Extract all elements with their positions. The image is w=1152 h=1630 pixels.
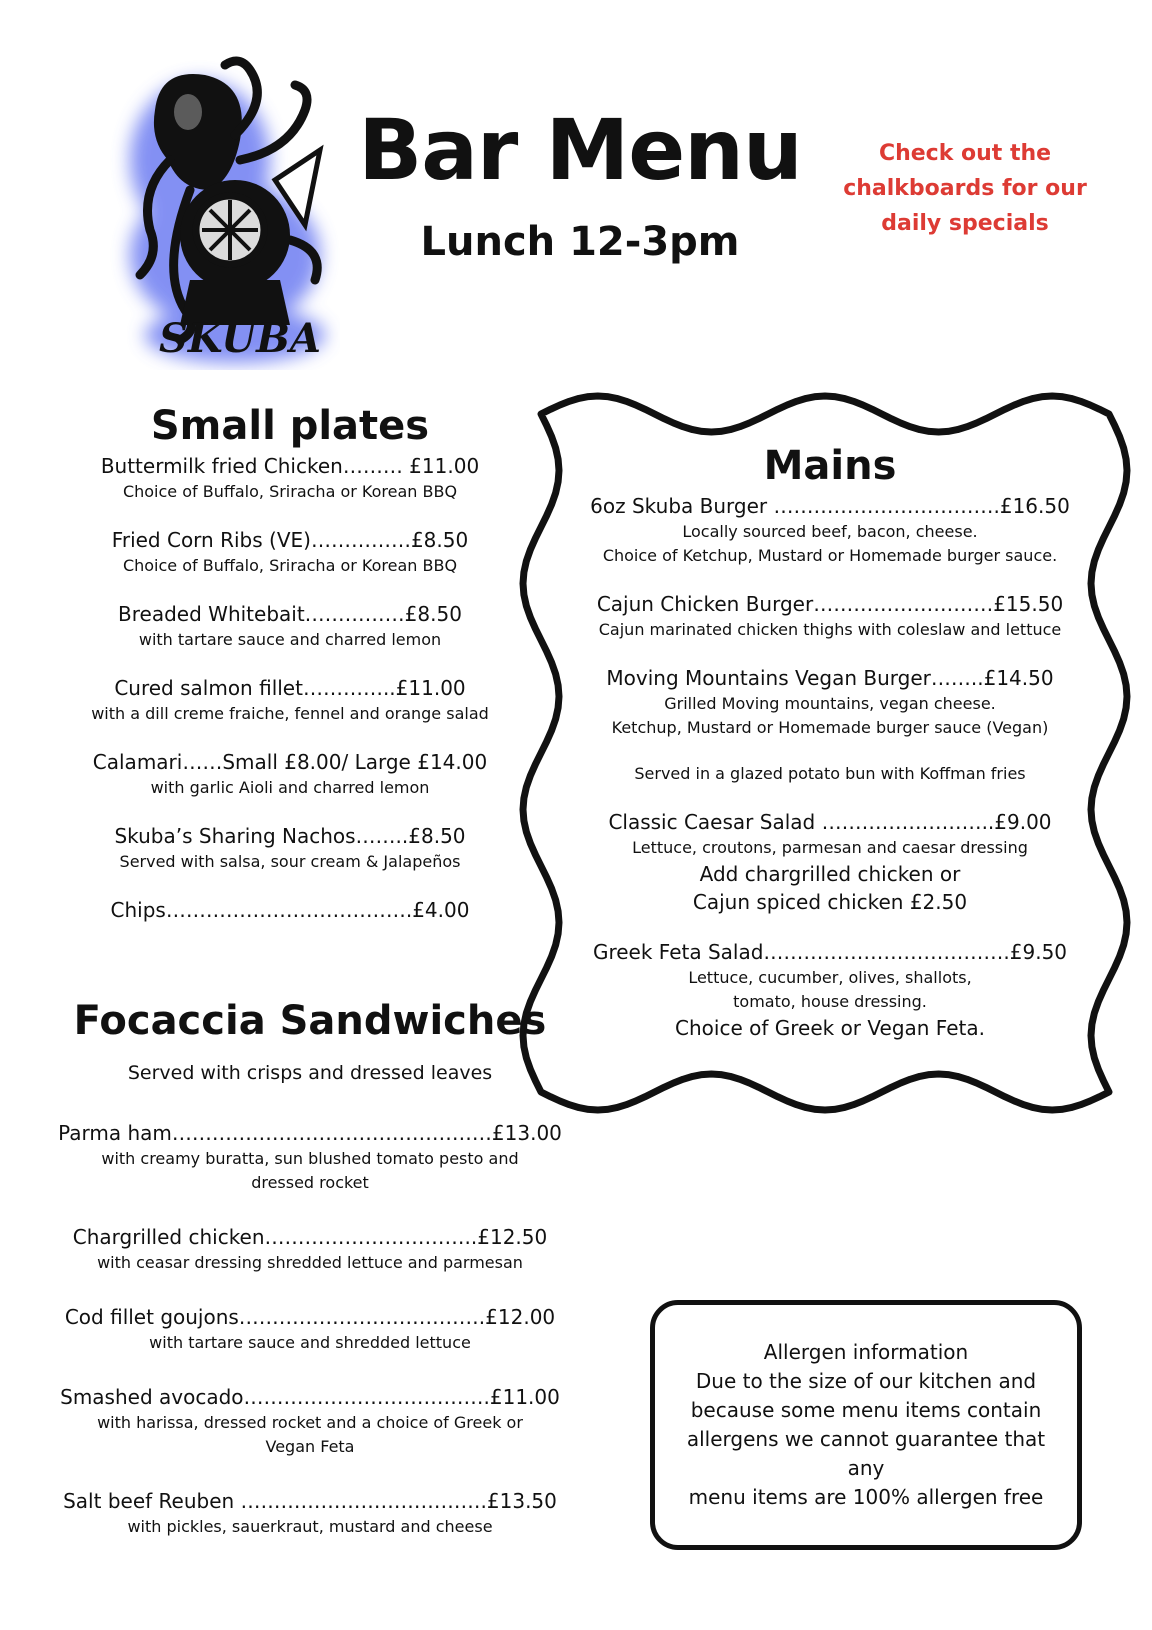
allergen-line: Allergen information: [763, 1340, 969, 1364]
menu-item-description: Vegan Feta: [265, 1437, 355, 1456]
small-plates-title: Small plates: [150, 403, 430, 449]
menu-item: [560, 938, 1100, 1042]
menu-item-name: Cod fillet goujons……………………………….£12.00: [64, 1305, 556, 1329]
menu-item-name: Buttermilk fried Chicken……… £11.00: [100, 454, 480, 478]
menu-item: [560, 808, 1100, 916]
menu-item-description: with tartare sauce and charred lemon: [138, 630, 442, 649]
menu-item-name: Calamari……Small £8.00/ Large £14.00: [92, 750, 488, 774]
menu-item-name: Greek Feta Salad……………………………….£9.50: [592, 940, 1068, 964]
menu-item-description: Choice of Buffalo, Sriracha or Korean BBQ: [122, 556, 458, 575]
menu-item: [40, 748, 540, 800]
small-plates-section: [40, 400, 540, 946]
allergen-line: Due to the size of our kitchen and: [695, 1369, 1037, 1393]
focaccia-subtitle: Served with crisps and dressed leaves: [127, 1062, 493, 1084]
menu-item-description: with creamy buratta, sun blushed tomato pesto and: [101, 1149, 519, 1168]
menu-item-name: Smashed avocado……………………………….£11.00: [60, 1385, 560, 1409]
menu-item-description: Lettuce, croutons, parmesan and caesar dressing: [632, 838, 1028, 857]
menu-item-description: dressed rocket: [251, 1173, 369, 1192]
menu-item-description: with garlic Aioli and charred lemon: [150, 778, 430, 797]
menu-item-name: Cajun Chicken Burger………………………£15.50: [596, 592, 1064, 616]
allergen-info-box: [650, 1300, 1082, 1550]
menu-item: [560, 762, 1100, 786]
allergen-line: allergens we cannot guarantee that any: [686, 1427, 1046, 1480]
menu-item: [560, 492, 1100, 568]
menu-item-description: Served in a glazed potato bun with Koffman fries: [634, 764, 1026, 783]
menu-item-description: tomato, house dressing.: [733, 992, 927, 1011]
specials-line: chalkboards for our: [843, 176, 1087, 201]
mains-section: [560, 440, 1100, 1064]
menu-item-name: Fried Corn Ribs (VE)……………£8.50: [111, 528, 469, 552]
specials-line: daily specials: [881, 211, 1049, 236]
menu-item-description: Locally sourced beef, bacon, cheese.: [682, 522, 978, 541]
menu-item: [40, 1303, 580, 1355]
menu-item-description: Cajun marinated chicken thighs with coleslaw and lettuce: [598, 620, 1062, 639]
menu-item-addon: Add chargrilled chicken or: [699, 862, 961, 886]
mains-title: Mains: [763, 443, 897, 489]
menu-item-name: Breaded Whitebait……………£8.50: [118, 602, 462, 626]
menu-item: [40, 896, 540, 924]
menu-item-description: Choice of Ketchup, Mustard or Homemade burger sauce.: [602, 546, 1058, 565]
menu-item: [40, 600, 540, 652]
menu-title: Bar Menu: [358, 101, 802, 199]
menu-item-addon: Cajun spiced chicken £2.50: [692, 890, 968, 914]
menu-item-name: Chips……………………………….£4.00: [110, 898, 470, 922]
menu-item: [40, 1487, 580, 1539]
allergen-line: because some menu items contain: [690, 1398, 1042, 1422]
specials-line: Check out the: [878, 141, 1052, 166]
menu-item-name: Chargrilled chicken…………………………..£12.50: [72, 1225, 548, 1249]
menu-item: [40, 1119, 580, 1195]
menu-item-description: Ketchup, Mustard or Homemade burger sauce (Vegan): [611, 718, 1049, 737]
menu-item: [40, 452, 540, 504]
menu-item-name: Skuba’s Sharing Nachos……..£8.50: [114, 824, 466, 848]
skuba-octopus-logo: [100, 40, 340, 370]
menu-item-description: Served with salsa, sour cream & Jalapeños: [119, 852, 461, 871]
menu-item-name: 6oz Skuba Burger …………………………….£16.50: [590, 494, 1070, 518]
daily-specials-note: [840, 136, 1090, 241]
menu-item-name: Cured salmon fillet…………..£11.00: [114, 676, 466, 700]
menu-item: [40, 674, 540, 726]
menu-item: [40, 1223, 580, 1275]
menu-item-name: Salt beef Reuben ……………………………….£13.50: [63, 1489, 557, 1513]
menu-item-description: Grilled Moving mountains, vegan cheese.: [664, 694, 996, 713]
menu-item-name: Moving Mountains Vegan Burger……..£14.50: [606, 666, 1054, 690]
menu-item-name: Classic Caesar Salad ……………………..£9.00: [608, 810, 1052, 834]
focaccia-section: [40, 995, 580, 1567]
menu-item: [560, 590, 1100, 642]
menu-item-description: with pickles, sauerkraut, mustard and cheese: [127, 1517, 493, 1536]
lunch-hours: Lunch 12-3pm: [420, 219, 740, 265]
menu-item: [40, 526, 540, 578]
focaccia-title: Focaccia Sandwiches: [73, 998, 547, 1044]
menu-item: [40, 822, 540, 874]
allergen-line: menu items are 100% allergen free: [688, 1485, 1044, 1509]
menu-item: [560, 664, 1100, 740]
logo-text: SKUBA: [159, 315, 321, 362]
menu-item-description: Choice of Buffalo, Sriracha or Korean BBQ: [122, 482, 458, 501]
menu-item-name: Parma ham…………………………………………£13.00: [58, 1121, 562, 1145]
menu-item: [40, 1383, 580, 1459]
menu-item-description: with ceasar dressing shredded lettuce and parmesan: [97, 1253, 523, 1272]
menu-item-description: with tartare sauce and shredded lettuce: [149, 1333, 471, 1352]
menu-item-addon: Choice of Greek or Vegan Feta.: [675, 1016, 985, 1040]
menu-item-description: with harissa, dressed rocket and a choice of Greek or: [97, 1413, 523, 1432]
menu-item-description: with a dill creme fraiche, fennel and orange salad: [91, 704, 489, 723]
menu-item-description: Lettuce, cucumber, olives, shallots,: [688, 968, 972, 987]
